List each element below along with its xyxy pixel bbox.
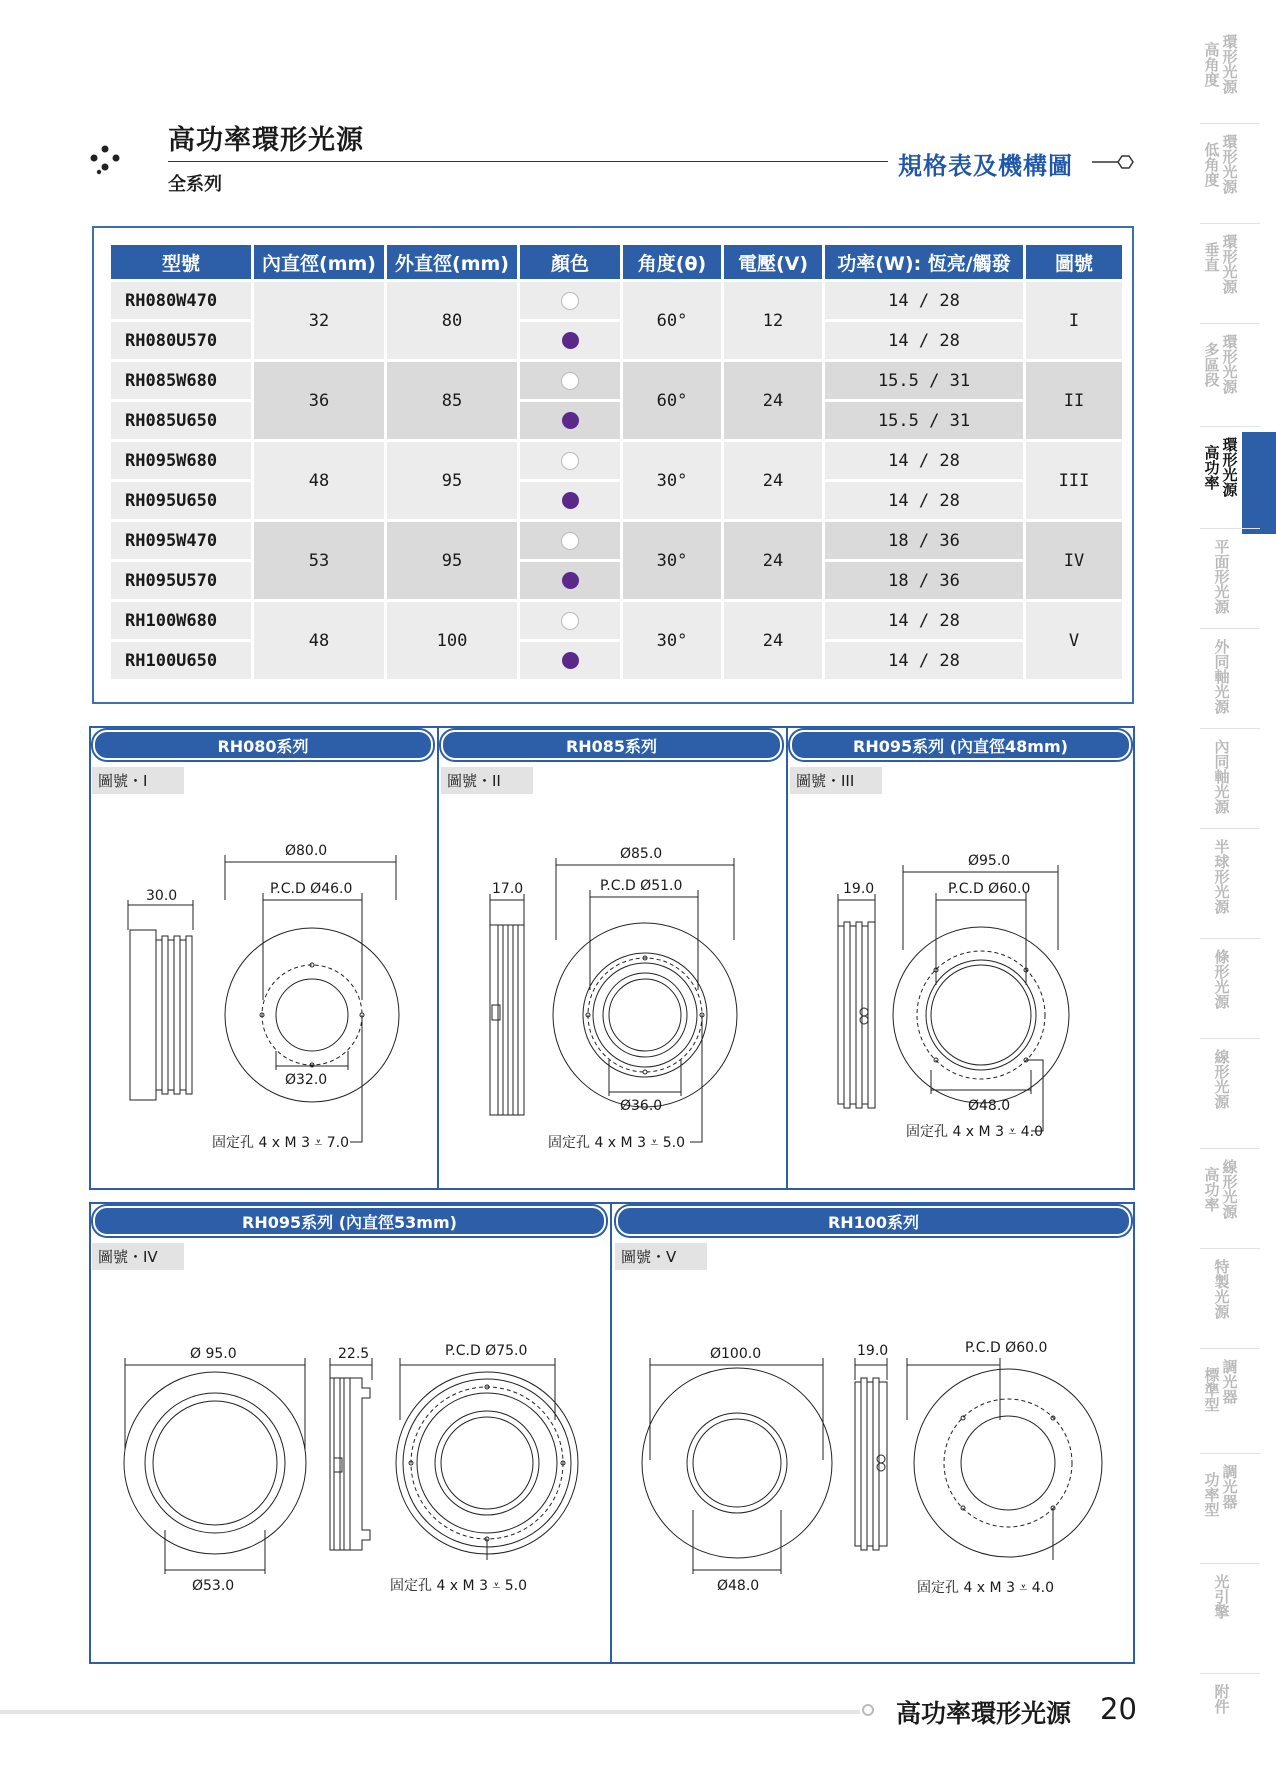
panel-title-rh095-48: RH095系列 (內直徑48mm) (790, 730, 1131, 760)
figure-label-i: 圖號・I (92, 767, 184, 794)
table-row: RH085U650 15.5 / 31 (111, 402, 1122, 439)
logo-dots-icon (90, 145, 120, 175)
panel-divider (437, 726, 439, 1190)
dim-outer: Ø100.0 (710, 1346, 762, 1362)
panel-title-rh085: RH085系列 (441, 730, 782, 760)
sidenav-item-label: 線 形 光 源 (1222, 1158, 1238, 1221)
sidenav-divider (1200, 1673, 1260, 1674)
sidenav-divider (1200, 426, 1260, 427)
sidenav-item-label: 環 形 光 源 (1222, 133, 1238, 196)
sidenav-item-label: 多 區 段 (1204, 341, 1220, 389)
dim-pcd: P.C.D Ø51.0 (600, 878, 683, 894)
dim-hole: 固定孔 4 x M 3 ⩡ 5.0 (548, 1135, 686, 1150)
table-row: RH080U570 14 / 28 (111, 322, 1122, 359)
sidenav-divider (1200, 1348, 1260, 1349)
dim-hole: 固定孔 4 x M 3 ⩡ 5.0 (390, 1578, 528, 1594)
sidenav-item-label: 內 同 軸 光 源 (1214, 738, 1230, 816)
drawing-fig-iv (100, 1330, 600, 1610)
dim-hole: 固定孔 4 x M 3 ⩡ 7.0 (212, 1135, 350, 1150)
sidenav-item-label: 高 功 率 (1204, 444, 1220, 492)
dim-outer: Ø95.0 (968, 853, 1011, 869)
dim-thick: 22.5 (338, 1346, 370, 1362)
uv-dot-icon (562, 492, 579, 509)
dim-pcd: P.C.D Ø60.0 (965, 1340, 1048, 1356)
dim-inner: Ø32.0 (285, 1072, 328, 1088)
spec-table (108, 242, 1125, 682)
dim-outer: Ø 95.0 (190, 1346, 237, 1362)
white-dot-icon (561, 372, 579, 390)
sidenav-item-label: 環 形 光 源 (1222, 333, 1238, 396)
white-dot-icon (561, 532, 579, 550)
footer-line (0, 1710, 860, 1714)
page-title: 高功率環形光源 (168, 125, 364, 156)
dim-outer: Ø80.0 (285, 843, 328, 859)
col-header-inner: 內直徑(mm) (254, 245, 384, 279)
panel-title-rh095-53: RH095系列 (內直徑53mm) (93, 1206, 606, 1236)
sidenav-item-label: 平 面 形 光 源 (1214, 538, 1230, 616)
sidenav-item-label: 半 球 形 光 源 (1214, 838, 1230, 916)
uv-dot-icon (562, 332, 579, 349)
sidenav-divider (1200, 1248, 1260, 1249)
side-navigation (1196, 0, 1276, 1789)
col-header-model: 型號 (111, 245, 251, 279)
sidenav-item-label: 條 形 光 源 (1214, 948, 1230, 1011)
panel-title-rh100: RH100系列 (616, 1206, 1131, 1236)
table-row: RH080W470 32 80 60° 12 14 / 28 I (111, 282, 1122, 319)
drawing-fig-i (100, 830, 430, 1150)
figure-label-v: 圖號・V (615, 1243, 707, 1270)
sidenav-divider (1200, 123, 1260, 124)
sidenav-item-label: 高 角 度 (1204, 41, 1220, 89)
white-dot-icon (561, 612, 579, 630)
sidenav-divider (1200, 1038, 1260, 1039)
page-number: 20 (1100, 1692, 1137, 1726)
figure-label-ii: 圖號・II (441, 767, 533, 794)
table-row: RH095W680 48 95 30° 24 14 / 28 III (111, 442, 1122, 479)
col-header-power: 功率(W): 恆亮/觸發 (825, 245, 1023, 279)
footer-dot-icon (862, 1704, 874, 1716)
uv-dot-icon (562, 572, 579, 589)
sidenav-divider (1200, 728, 1260, 729)
dim-thick: 19.0 (843, 881, 875, 897)
dim-inner: Ø36.0 (620, 1098, 663, 1114)
title-rule (168, 161, 888, 162)
uv-dot-icon (562, 652, 579, 669)
drawing-fig-iii (798, 830, 1128, 1150)
sidenav-item-label: 附 件 (1214, 1683, 1230, 1716)
table-row: RH100U650 14 / 28 (111, 642, 1122, 679)
dim-thick: 30.0 (146, 888, 178, 904)
sidenav-divider (1200, 1563, 1260, 1564)
dim-hole: 固定孔 4 x M 3 ⩡ 4.0 (906, 1124, 1044, 1140)
figure-label-iv: 圖號・IV (92, 1243, 184, 1270)
panel-title-rh080: RH080系列 (93, 730, 433, 760)
section-tail-icon (1092, 152, 1134, 172)
col-header-figure: 圖號 (1026, 245, 1122, 279)
page-subtitle: 全系列 (168, 174, 222, 195)
sidenav-item-label: 環 形 光 源 (1222, 33, 1238, 96)
col-header-angle: 角度(θ) (623, 245, 721, 279)
white-dot-icon (561, 452, 579, 470)
drawing-fig-v (625, 1330, 1125, 1610)
sidenav-item-label: 線 形 光 源 (1214, 1048, 1230, 1111)
sidenav-item-label: 光 引 擎 (1214, 1573, 1230, 1621)
sidenav-divider (1200, 223, 1260, 224)
sidenav-divider (1200, 528, 1260, 529)
dim-inner: Ø48.0 (968, 1098, 1011, 1114)
dim-inner: Ø48.0 (717, 1578, 760, 1594)
sidenav-item-label: 低 角 度 (1204, 141, 1220, 189)
figure-label-iii: 圖號・III (790, 767, 882, 794)
panel-divider (610, 1202, 612, 1664)
white-dot-icon (561, 292, 579, 310)
dim-thick: 17.0 (492, 881, 524, 897)
dim-pcd: P.C.D Ø60.0 (948, 881, 1031, 897)
table-row: RH085W680 36 85 60° 24 15.5 / 31 II (111, 362, 1122, 399)
drawing-fig-ii (450, 830, 780, 1150)
dim-inner: Ø53.0 (192, 1578, 235, 1594)
col-header-voltage: 電壓(V) (724, 245, 822, 279)
sidenav-item-label: 功 率 型 (1204, 1471, 1220, 1519)
sidenav-item-label: 環 形 光 源 (1222, 436, 1238, 499)
sidenav-item-label: 特 製 光 源 (1214, 1258, 1230, 1321)
table-row: RH095U650 14 / 28 (111, 482, 1122, 519)
footer-title: 高功率環形光源 (896, 1699, 1072, 1728)
sidenav-divider (1200, 323, 1260, 324)
sidenav-item-label: 外 同 軸 光 源 (1214, 638, 1230, 716)
sidenav-item-label: 環 形 光 源 (1222, 233, 1238, 296)
sidenav-divider (1200, 938, 1260, 939)
table-row: RH100W680 48 100 30° 24 14 / 28 V (111, 602, 1122, 639)
dim-pcd: P.C.D Ø46.0 (270, 881, 353, 897)
sidenav-item-label: 標 準 型 (1204, 1366, 1220, 1414)
sidenav-divider (1200, 1148, 1260, 1149)
section-heading: 規格表及機構圖 (898, 152, 1073, 180)
sidenav-item-label: 調 光 器 (1222, 1463, 1238, 1511)
sidenav-divider (1200, 1453, 1260, 1454)
sidenav-item-label: 調 光 器 (1222, 1358, 1238, 1406)
dim-thick: 19.0 (857, 1343, 889, 1359)
col-header-color: 顏色 (520, 245, 620, 279)
dim-hole: 固定孔 4 x M 3 ⩡ 4.0 (917, 1580, 1055, 1596)
col-header-outer: 外直徑(mm) (387, 245, 517, 279)
sidenav-item-label: 垂 直 (1204, 241, 1220, 274)
sidenav-divider (1200, 828, 1260, 829)
sidenav-divider (1200, 628, 1260, 629)
table-row: RH095U570 18 / 36 (111, 562, 1122, 599)
sidenav-item-label: 高 功 率 (1204, 1166, 1220, 1214)
panel-divider (786, 726, 788, 1190)
dim-pcd: P.C.D Ø75.0 (445, 1343, 528, 1359)
dim-outer: Ø85.0 (620, 846, 663, 862)
uv-dot-icon (562, 412, 579, 429)
table-row: RH095W470 53 95 30° 24 18 / 36 IV (111, 522, 1122, 559)
